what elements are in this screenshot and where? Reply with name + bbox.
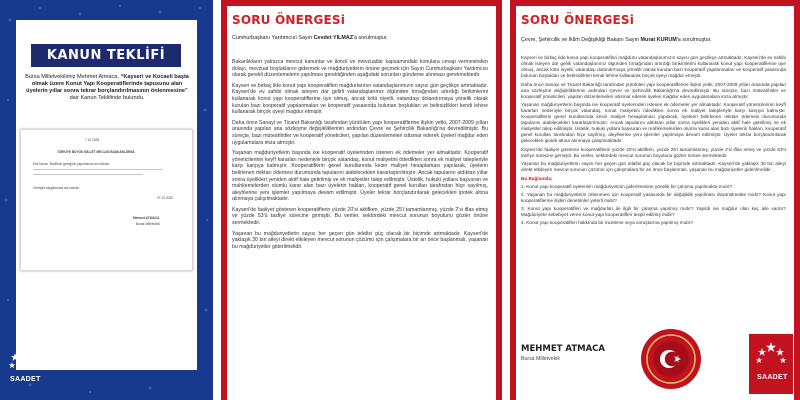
party-stars-icon	[7, 345, 41, 373]
tbmm-seal-icon	[640, 328, 702, 390]
question-item: 4. Konut yapı kooperatifleri hakkında bir inceleme veya soruşturma yapılmış mıdır?	[521, 220, 693, 225]
question-item: 3. Konut yapı kooperatifleri ve mağdurları ile ilgili bir çalışma yapılmış mıdır? Yapıldı ise mağdur olan kaç aile vardır? Mağduriyete sebebiyet veren konut yapı kooperatifleri tespit edilmiş midir?	[521, 206, 786, 217]
onerge-body	[521, 55, 786, 228]
body-paragraph: Kayseri'de faaliyet gösteren kooperatiflerin yüzde 20'si aktifken, yüzde 25'i tamamlanmış, yüzde 2'si iflas etmiş ve yüzde 53'ü tasfiye sürecine girmiştir. Bu veriler, sektördeki mevcut sorunun boyutunu gözler önüne sermektedir.	[521, 146, 786, 158]
soru-onergesi-yilmaz-panel	[221, 0, 502, 400]
body-paragraph: Yaşanan mağduriyetlerin başında ise kooperatif üyelerinden istenen ek ödemeler yer almaktadır. Kooperatif yöneticilerinin keyfî kararları nedeniyle birçok vatandaş, konut maliyetini ödedikten sonra ek maliyet talepleriyle karşı karşıya kalmıştır. Kooperatiflerin genel kurullarında kesin maliyet hesaplaması yapılarak, üyelerin belirlenen miktarı ödemesi durumunda tapularını alabilecekleri kararlaştırılmıştır. Ancak tapularını aldıktan yıllar sonra üyelikleri yeniden aktif hale getirilmiş ve ek maliyetler talep edilmiştir. Üstelik, hukuki yollara başvuran ve mahkemelerden olumlu karar alan bazı üyelerin hakları, kooperatif genel kurulları tarafından hiçe sayılmış, aleyhlerine yeni işlemler yapılmaya devam edilmiştir. Üyeler tekrar borçlandırılarak gelecekleri ipotek altına alınmaya çalışılmaktadır.	[521, 102, 786, 143]
party-stars-icon	[754, 340, 788, 368]
saadet-logo-text: SAADET	[757, 374, 788, 381]
body-paragraph: Kayseri ve birkaç ilde konut yapı kooperatifleri mağdurlarının vatandaşlarımızın sayısı gün geçtikçe artmaktadır. Kayseri'de ev sahibi olmak isteyen dar gelirli vatandaşlarımız ölgünden tırnağından artırdığı birikimlerini kullanarak konut yapı kooperatiflerine üye olmuş, ancak kötü niyetli, vatandaşı dolandırmaya yönelik olarak kurulan bazı kooperatif yapılanmaları ve kooperatif yasasında bulunan boşlukları ve belirsizlikleri kendi lehine kullanarak birçok üyeyi mağdur etmiştir.	[232, 82, 488, 116]
questions-heading: Bu Bağlamda;	[521, 175, 553, 181]
saadet-party-logo	[7, 345, 41, 391]
body-paragraph: Yaşanan bu mağduriyetlerin sayısı her geçen gün telafisi güç olacak bir biçimde artmaktadır. Kayseri'de yaklaşık 30 bin aileyi direkt etkileyen mevcut sorunun çözümü için çalışmalara bir an önce başlanmalı, yaşanan bu mağduriyetler giderilmelidir.	[232, 230, 488, 250]
soru-onergesi-kurum-panel	[510, 0, 800, 400]
red-frame-right	[794, 0, 800, 400]
red-frame-left	[221, 0, 227, 400]
signer-name: MEHMET ATMACA	[521, 344, 605, 354]
saadet-party-badge	[749, 334, 793, 394]
soru-onergesi-title: SORU ÖNERGESi	[521, 13, 635, 27]
red-frame-top	[221, 0, 502, 6]
question-item: 2. Yaşanan bu mağduriyetlerin önlenmesi için kooperatif yasasında bir değişiklik yapılması düşünülmekte midir? Konut yapı kooperatiflerine ilişkin denetimler yeterli midir?	[521, 192, 786, 203]
question-item: 1. Konut yapı kooperatifi üyelerinin mağduriyetinin giderilmesine yönelik bir çalışma yapılmakta mıdır?	[521, 184, 733, 189]
body-paragraph: Yaşanan bu mağduriyetlerin sayısı her geçen gün telafisi güç olacak bir biçimde artmaktadır. Kayseri'de yaklaşık 30 bin aileyi direkt etkileyen mevcut sorunun çözümü için çalışmalara bir an önce başlanmalı, yaşanan bu mağduriyetler giderilmelidir.	[521, 161, 786, 172]
addressee-line: Cumhurbaşkanı Yardımcısı Sayın Cevdet YILMAZ'a sorulmuştur.	[232, 35, 388, 41]
addressee-line: Çevre, Şehircilik ve İklim Değişikliği Bakanı Sayın Murat KURUM'a sorulmuştur.	[521, 37, 712, 43]
kanun-teklifi-description: Bursa Milletvekilimiz Mehmet Atmaca, “Kayseri ve Kocaeli başta olmak üzere Konut Yapı Kooperatiflerinde tapusunu alan üyelerin yıllar sonra tekrar borçlandırılmasının önlenmesine” dair Kanun Teklifinde bulundu.	[25, 74, 189, 101]
body-paragraph: Bakanlıkların yalnızca mevcut kanunlar ve ikincil ve mevzuatlar kapsamındaki konulara cevap vermesinden dolayı, mevzuat boşluklarını gidermek ve mağduriyetlerin önüne geçmek için Sayın Cumhurbaşkanı Yardımcısı olarak gerekli düzenlemelerin yapılması gerektiğinden aşağıdaki sorunları gündeme alınması gerekmektedir.	[232, 59, 488, 79]
red-frame-top	[510, 0, 800, 6]
soru-onergesi-title: SORU ÖNERGESi	[232, 13, 346, 27]
red-frame-left	[510, 0, 516, 400]
body-paragraph: Daha önce Sanayi ve Ticaret Bakanlığı tarafından yürütülen yapı kooperatiflerine ilişkin yetki, 2007-2009 yılları arasında yapılan ana sözleşme değişikliklerinin ardından Çevre ve Şehircilik Bakanlığı'na devredilmiştir. Bu süreçte, bazı müteahhitler ve kooperatif yöneticileri, yapılan düzenlemeleri istismar ederek üyeleri mağdur eden uygulamalara imza atmıştır.	[521, 81, 786, 99]
saadet-logo-text: SAADET	[10, 376, 41, 383]
kanun-teklifi-document-preview: 7.10.2025 TÜRKİYE BÜYÜK MİLLET MECLİSİ BAŞKANLIĞINA Ekli Kanun Teklifimin gereğinin yapılmasını arz ederim. Gereğini saygılarımla arz ederim. 07.10.2025 Mehmet ATMACA Bursa Milletvekili	[20, 129, 193, 271]
questions-list	[521, 184, 786, 226]
body-paragraph: Kayseri ve birkaç ilde konut yapı kooperatifleri mağduru vatandaşlarımızın sayısı gün geçtikçe artmaktadır. Kayseri'de ev sahibi olmak isteyen dar gelirli vatandaşlarımız ölgünden tırnağından artırdığı birikimlerini kullanarak konut yapı kooperatiflerine üye olmuş, ancak kötü niyetli, vatandaşı dolandırmaya yönelik olarak kurulan bazı kooperatif yapılanmaları ve kooperatif yasasında bulunan boşlukları ve belirsizlikleri kendi lehine kullanarak birçok üyeyi mağdur etmiştir.	[521, 55, 786, 78]
kanun-teklifi-panel	[0, 0, 213, 400]
red-frame-right	[496, 0, 502, 400]
onerge-body	[232, 59, 488, 254]
body-paragraph: Daha önce Sanayi ve Ticaret Bakanlığı tarafından yürütülen yapı kooperatiflerine ilişkin yetki, 2007-2009 yılları arasında yapılan ana sözleşme değişikliklerinin ardından Çevre ve Şehircilik Bakanlığı'na devredilmiştir. Bu süreçte, bazı müteahhitler ve kooperatif yöneticileri, yapılan düzenlemeleri istismar ederek üyeleri mağdur eden uygulamalara imza atmıştır.	[232, 119, 488, 146]
signer-role: Bursa Milletvekili	[521, 356, 560, 362]
body-paragraph: Yaşanan mağduriyetlerin başında ise kooperatif üyelerinden istenen ek ödemeler yer almaktadır. Kooperatif yöneticilerinin keyfî kararları nedeniyle birçok vatandaş, konut maliyetini ödedikten sonra ek maliyet talepleriyle karşı karşıya kalmıştır. Kooperatiflerin genel kurullarında kesin maliyet hesaplaması yapılarak, üyelerin belirlenen miktarı ödemesi durumunda tapularını alabilecekleri kararlaştırılmıştır. Ancak tapularını aldıktan yıllar sonra üyelikleri yeniden aktif hale getirilmiş ve ek maliyetler talep edilmiştir. Üstelik, hukuki yollara başvuran ve mahkemelerden olumlu karar alan bazı üyelerin hakları, kooperatif genel kurulları tarafından hiçe sayılmış, aleyhlerine yeni işlemler yapılmaya devam edilmiştir. Üyeler tekrar borçlandırılarak gelecekleri ipotek altına alınmaya çalışılmaktadır.	[232, 150, 488, 203]
body-paragraph: Kayseri'de faaliyet gösteren kooperatiflerin yüzde 20'si aktifken, yüzde 25'i tamamlanmış, yüzde 2'si iflas etmiş ve yüzde 53'ü tasfiye sürecine girmiştir. Bu veriler, sektördeki mevcut sorunun boyutunu gözler önüne sermektedir.	[232, 206, 488, 227]
kanun-teklifi-title: KANUN TEKLİFİ	[31, 44, 181, 67]
